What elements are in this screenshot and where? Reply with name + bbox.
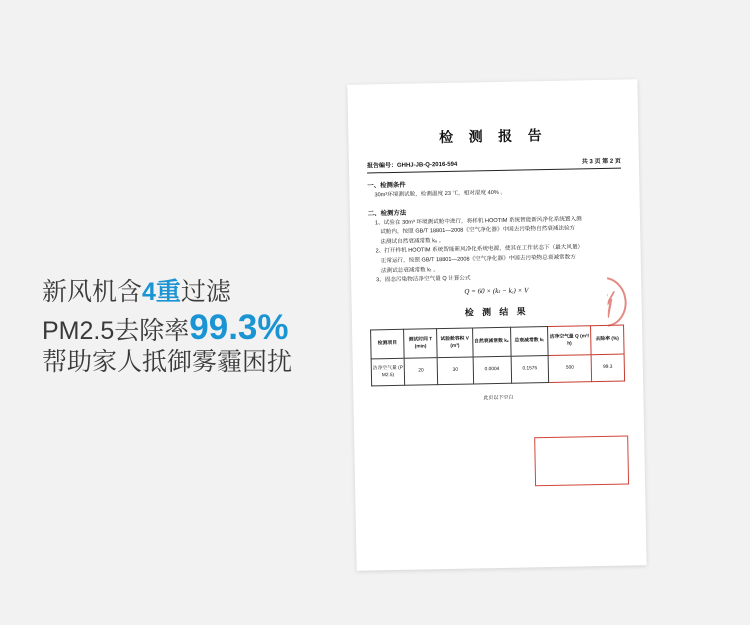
promo-line-1-highlight: 4重 xyxy=(142,278,181,306)
promo-line-2 xyxy=(42,307,362,347)
section-2-line-4: 2、打开样机 HOOTIM 系统智能新风净化系统电源，使其在工作状态下（最大风量） xyxy=(375,244,584,255)
th-volume: 试验舱容积 V (m³) xyxy=(437,328,473,358)
td-natural-decay: 0.0004 xyxy=(473,356,511,384)
section-2-heading: 二、检测方法 xyxy=(367,209,407,218)
td-cadr: 500 xyxy=(548,355,591,383)
section-2-body xyxy=(368,214,623,286)
section-1-heading: 一、检测条件 xyxy=(367,181,406,190)
td-volume: 30 xyxy=(437,357,473,385)
test-report-content xyxy=(347,79,646,570)
th-time: 测试时间 T (min) xyxy=(404,329,438,359)
promo-line-3: 帮助家人抵御雾霾困扰 xyxy=(42,348,293,376)
seal-stamp-icon xyxy=(607,273,631,331)
seal-stamp-container xyxy=(607,269,642,334)
section-2-line-5: 正常运行，按照 GB/T 18801—2008《空气净化器》中国去污染物总衰减常数方 xyxy=(380,254,576,265)
section-1-line-1: 30m³环境测试舱，检测温度 23 ℃，相对湿度 40% 。 xyxy=(374,189,507,199)
document-title: 检 测 报 告 xyxy=(439,128,548,147)
th-item: 检测项目 xyxy=(371,329,405,359)
section-2-line-3: 法测试自然衰减常数 kₑ 。 xyxy=(380,237,445,246)
promo-line-1 xyxy=(42,278,362,308)
caclulation-formula: Q = 60 × (kₜ − kₑ) × V xyxy=(464,286,529,296)
section-test-conditions xyxy=(367,176,621,201)
section-test-method xyxy=(368,203,624,297)
td-time: 20 xyxy=(404,358,438,386)
promo-line-1-pre: 新风机含 xyxy=(42,278,143,306)
th-cadr: 洁净空气量 Q (m³/h) xyxy=(548,326,591,356)
results-table xyxy=(370,324,625,386)
td-item: 洁净空气量 (PM2.5) xyxy=(371,358,405,386)
section-1-body xyxy=(367,187,621,201)
th-total-decay: 总衰减常数 kₜ xyxy=(510,326,548,356)
promo-copy xyxy=(42,278,362,378)
blank-note: 此页以下空白 xyxy=(483,394,514,402)
results-heading: 检 测 结 果 xyxy=(464,306,529,318)
promo-line-1-post: 过滤 xyxy=(180,278,231,306)
promo-line-2-pre: PM2.5去除率 xyxy=(42,316,190,345)
promo-line-2-highlight: 99.3% xyxy=(189,307,289,347)
section-2-line-2: 试舱内，按照 GB/T 18801—2008《空气净化器》中国去污染物自然衰减法验方 xyxy=(380,225,576,236)
section-2-line-7: 3、固态污染物洁净空气量 Q 计算公式 xyxy=(376,275,471,284)
td-removal-rate: 99.3 xyxy=(591,354,625,382)
section-2-line-1: 1、试验在 30m³ 环境测试舱中进行，将样机 HOOTIM 系统智能新风净化系统置入测 xyxy=(374,215,582,226)
section-2-line-6: 法测试总衰减常数 kₜ 。 xyxy=(380,266,439,274)
document-meta xyxy=(367,156,621,174)
report-number: 报告编号：GHHJ-JB-Q-2016-594 xyxy=(366,161,458,170)
th-removal-rate: 去除率 (%) xyxy=(590,325,624,355)
th-natural-decay: 自然衰减常数 kₑ xyxy=(472,327,510,357)
highlight-box xyxy=(534,436,629,487)
test-report-sheet xyxy=(347,79,646,570)
td-total-decay: 0.1575 xyxy=(511,355,549,383)
page-info: 共 3 页 第 2 页 xyxy=(581,158,621,166)
table-row xyxy=(371,354,624,386)
